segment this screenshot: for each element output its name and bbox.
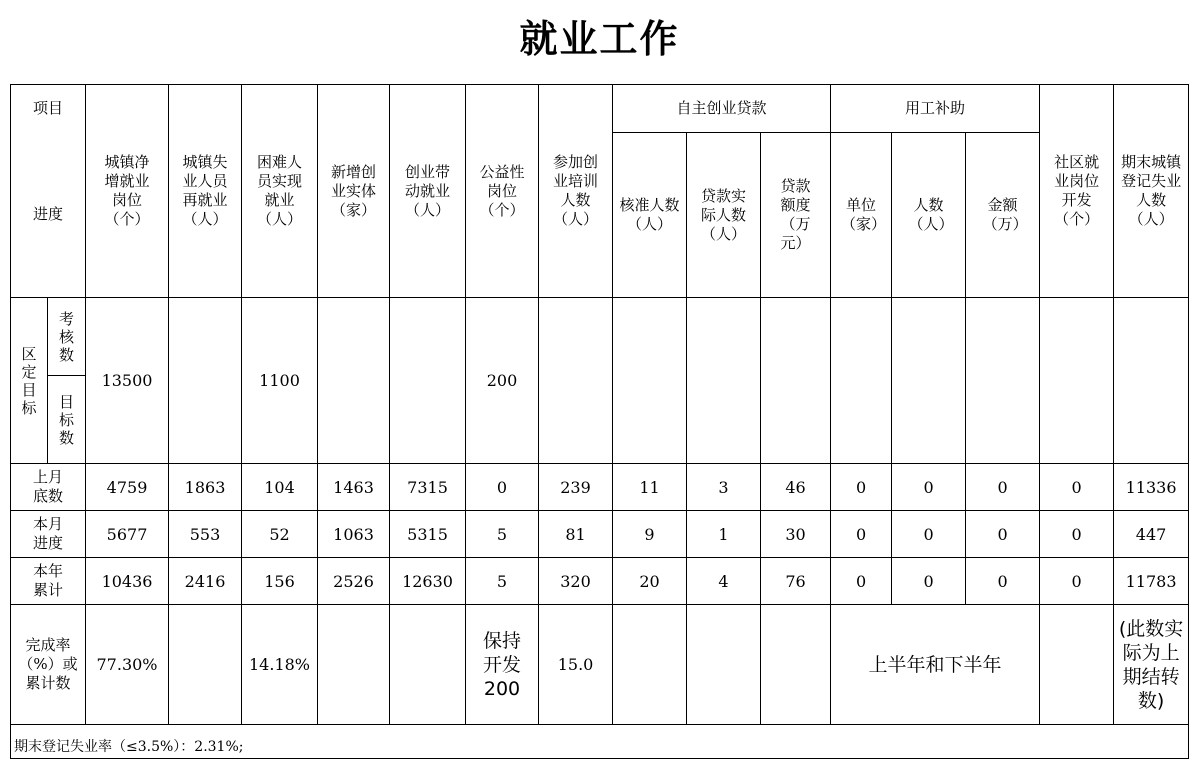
col-header-registered-unemployed: 期末城镇登记失业人数（人） [1114,85,1189,298]
target-cell [687,298,761,464]
unemployment-rate-note: 期末登记失业率（≤3.5%）：2.31%; [11,725,1189,759]
cell: 12630 [390,558,466,605]
cell: 4759 [86,464,169,511]
col-header-training: 参加创业培训人数（人） [539,85,613,298]
table-row [11,605,1189,725]
col-header-subsidy-amount: 金额（万） [966,133,1040,298]
table-row [11,464,1189,511]
row-label-last-month: 上月底数 [11,464,86,511]
col-header-actual-loan-count: 贷款实际人数（人） [687,133,761,298]
cell: 5315 [390,511,466,558]
cell: 447 [1114,511,1189,558]
target-cell [390,298,466,464]
target-assessment-label: 考核数 [48,298,86,376]
rate-cell [169,605,242,725]
employment-table [10,84,1189,759]
cell: 2526 [318,558,390,605]
cell: 0 [1040,558,1114,605]
cell: 81 [539,511,613,558]
target-cell [831,298,892,464]
cell: 46 [761,464,831,511]
col-header-community-posts: 社区就业岗位开发（个） [1040,85,1114,298]
cell: 11336 [1114,464,1189,511]
cell: 5 [466,558,539,605]
cell: 0 [892,511,966,558]
rate-hardship-employment: 14.18% [242,605,318,725]
cell: 553 [169,511,242,558]
target-cell [892,298,966,464]
col-header-approved-count: 核准人数（人） [613,133,687,298]
col-header-hardship-employment: 困难人员实现就业（人） [242,85,318,298]
target-hardship-employment: 1100 [242,298,318,464]
col-header-reemployment: 城镇失业人员再就业（人） [169,85,242,298]
rate-unemployed-note: (此数实际为上期结转数) [1114,605,1189,725]
cell: 5677 [86,511,169,558]
group-header-startup-loan: 自主创业贷款 [613,85,831,133]
rate-cell [687,605,761,725]
cell: 0 [892,558,966,605]
target-net-new-jobs: 13500 [86,298,169,464]
rate-cell [318,605,390,725]
target-cell [318,298,390,464]
target-cell [1040,298,1114,464]
col-header-net-new-jobs: 城镇净增就业岗位（个） [86,85,169,298]
target-cell [966,298,1040,464]
cell: 7315 [390,464,466,511]
table-row [11,558,1189,605]
rate-public-posts: 保持开发200 [466,605,539,725]
cell: 20 [613,558,687,605]
cell: 0 [966,511,1040,558]
rate-net-new-jobs: 77.30% [86,605,169,725]
cell: 2416 [169,558,242,605]
cell: 1063 [318,511,390,558]
rate-cell [613,605,687,725]
col-header-new-entities: 新增创业实体（家） [318,85,390,298]
cell: 1463 [318,464,390,511]
cell: 52 [242,511,318,558]
cell: 0 [1040,511,1114,558]
cell: 1863 [169,464,242,511]
target-goal-label: 目标数 [48,376,86,464]
col-header-subsidy-units: 单位（家） [831,133,892,298]
rate-cell [390,605,466,725]
cell: 5 [466,511,539,558]
page-title: 就业工作 [519,16,680,61]
cell: 320 [539,558,613,605]
cell: 30 [761,511,831,558]
target-cell [169,298,242,464]
cell: 4 [687,558,761,605]
cell: 9 [613,511,687,558]
cell: 76 [761,558,831,605]
cell: 0 [1040,464,1114,511]
cell: 0 [966,464,1040,511]
row-label-completion-rate: 完成率（%）或累计数 [11,605,86,725]
cell: 156 [242,558,318,605]
corner-progress-label: 进度 [11,133,86,298]
cell: 1 [687,511,761,558]
col-header-loan-amount: 贷款额度（万元） [761,133,831,298]
rate-training: 15.0 [539,605,613,725]
cell: 104 [242,464,318,511]
table-row [11,511,1189,558]
cell: 0 [966,558,1040,605]
col-header-startup-driven-jobs: 创业带动就业（人） [390,85,466,298]
rate-cell [761,605,831,725]
cell: 0 [466,464,539,511]
group-header-employment-subsidy: 用工补助 [831,85,1040,133]
cell: 11783 [1114,558,1189,605]
cell: 10436 [86,558,169,605]
cell: 0 [831,558,892,605]
corner-item-label: 项目 [11,85,86,133]
cell: 0 [831,511,892,558]
row-label-this-month: 本月进度 [11,511,86,558]
col-header-public-posts: 公益性岗位（个） [466,85,539,298]
cell: 11 [613,464,687,511]
col-header-subsidy-people: 人数（人） [892,133,966,298]
target-cell [613,298,687,464]
target-cell [539,298,613,464]
cell: 239 [539,464,613,511]
target-cell [1114,298,1189,464]
target-label: 区定目标 [11,298,48,464]
rate-subsidy-note: 上半年和下半年 [831,605,1040,725]
target-public-posts: 200 [466,298,539,464]
rate-cell [1040,605,1114,725]
cell: 0 [892,464,966,511]
row-label-year-total: 本年累计 [11,558,86,605]
cell: 3 [687,464,761,511]
target-cell [761,298,831,464]
cell: 0 [831,464,892,511]
